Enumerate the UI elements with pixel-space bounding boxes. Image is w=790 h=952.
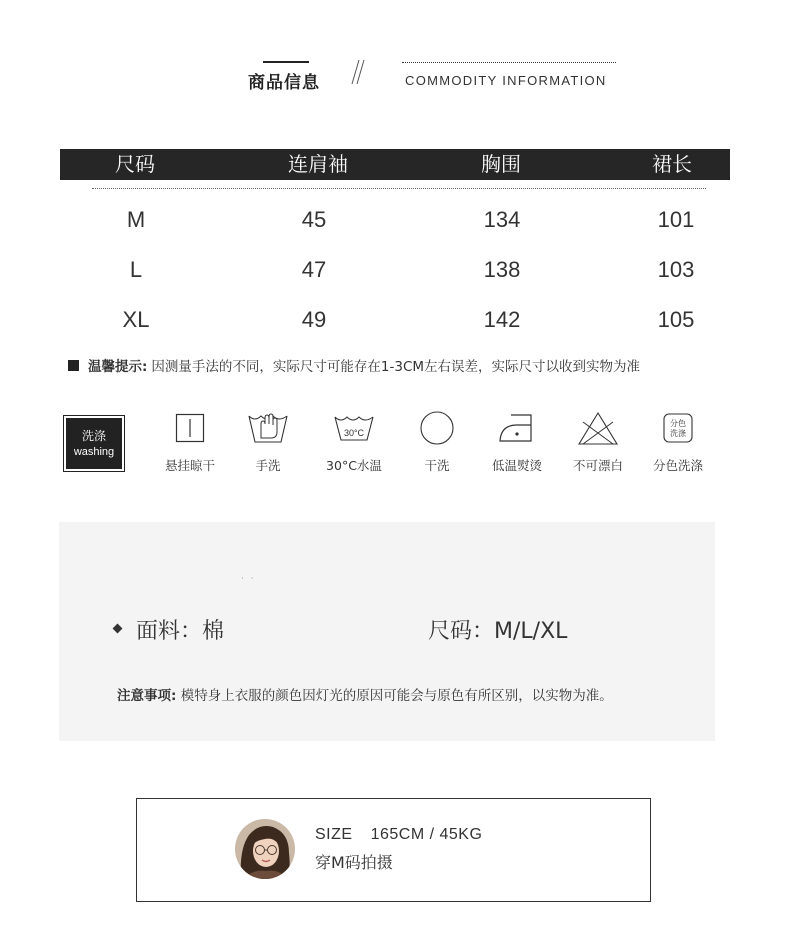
- table-cell: 49: [301, 307, 327, 332]
- wash-temperature-text: 30°C: [343, 428, 365, 438]
- notice-text: 模特身上衣服的颜色因灯光的原因可能会与原色有所区别，以实物为准。: [180, 688, 613, 704]
- care-item-no-bleach: [558, 408, 638, 474]
- header-title-en: COMMODITY INFORMATION: [405, 73, 607, 88]
- care-label: 干洗: [424, 458, 450, 473]
- header-dotted-line: [402, 62, 616, 63]
- fabric-info: 面料：棉: [136, 619, 225, 644]
- model-avatar: [235, 819, 295, 879]
- wash-separately-text-1: 分色: [670, 419, 686, 428]
- color-notice: [117, 684, 613, 704]
- table-dotted-divider: [92, 188, 706, 189]
- table-cell: 101: [657, 207, 695, 232]
- care-item-hang-dry: [150, 408, 230, 474]
- care-label: 低温熨烫: [491, 458, 542, 473]
- washing-badge: [63, 415, 125, 472]
- double-slash-icon: [350, 58, 366, 86]
- care-item-wash-30: [314, 408, 394, 474]
- washing-badge-cn: 洗涤: [81, 428, 106, 443]
- model-info-box: [136, 798, 651, 902]
- size-range-info: 尺码：M/L/XL: [428, 619, 568, 644]
- care-item-iron-low: [477, 408, 557, 474]
- tip-text: 因测量手法的不同，实际尺寸可能存在1-3CM左右误差，实际尺寸以收到实物为准: [151, 359, 641, 375]
- no-bleach-icon: [577, 410, 619, 446]
- care-label: 悬挂晾干: [164, 458, 215, 473]
- wash-separately-text-2: 洗涤: [670, 429, 686, 438]
- column-header-sleeve: 连肩袖: [288, 152, 348, 176]
- iron-low-icon: [497, 411, 537, 445]
- care-label: 分色洗涤: [652, 458, 703, 473]
- model-size: [315, 826, 482, 844]
- table-cell: L: [129, 257, 143, 282]
- column-header-size: 尺码: [115, 152, 155, 176]
- decorative-dots: · ·: [241, 574, 256, 584]
- model-portrait-icon: [235, 819, 295, 879]
- measurement-tip: [68, 355, 640, 375]
- hand-wash-icon: [247, 410, 289, 446]
- wash-30-icon: [333, 412, 375, 444]
- wash-separately-icon: [662, 412, 694, 444]
- washing-badge-en: washing: [73, 445, 115, 458]
- care-label: 30°C水温: [326, 458, 382, 473]
- table-cell: 138: [483, 257, 521, 282]
- model-wear-size: 穿M码拍摄: [315, 853, 393, 872]
- table-cell: 47: [301, 257, 327, 282]
- table-cell: 105: [657, 307, 695, 332]
- table-cell: XL: [122, 307, 150, 332]
- table-cell: 134: [483, 207, 521, 232]
- header-title-cn: 商品信息: [248, 73, 320, 93]
- table-cell: M: [126, 207, 146, 232]
- column-header-bust: 胸围: [481, 152, 521, 176]
- care-item-dry-clean: [397, 408, 477, 474]
- hang-dry-icon: [175, 413, 205, 443]
- dry-clean-icon: [419, 410, 455, 446]
- diamond-bullet-icon: [113, 624, 123, 634]
- notice-label: 注意事项:: [117, 688, 177, 704]
- tip-label: 温馨提示:: [88, 359, 148, 375]
- care-label: 手洗: [255, 458, 281, 473]
- column-header-length: 裙长: [652, 152, 692, 176]
- table-cell: 45: [301, 207, 327, 232]
- care-item-hand-wash: [228, 408, 308, 474]
- care-label: 不可漂白: [572, 458, 623, 473]
- size-table-header: [60, 149, 730, 180]
- table-cell: 103: [657, 257, 695, 282]
- care-item-wash-separately: [638, 408, 718, 474]
- header-underline: [263, 61, 309, 63]
- square-bullet-icon: [68, 360, 79, 371]
- model-size-value: 165CM / 45KG: [370, 826, 483, 843]
- product-info-panel: [59, 522, 715, 741]
- table-cell: 142: [483, 307, 521, 332]
- model-size-label: SIZE: [315, 826, 353, 843]
